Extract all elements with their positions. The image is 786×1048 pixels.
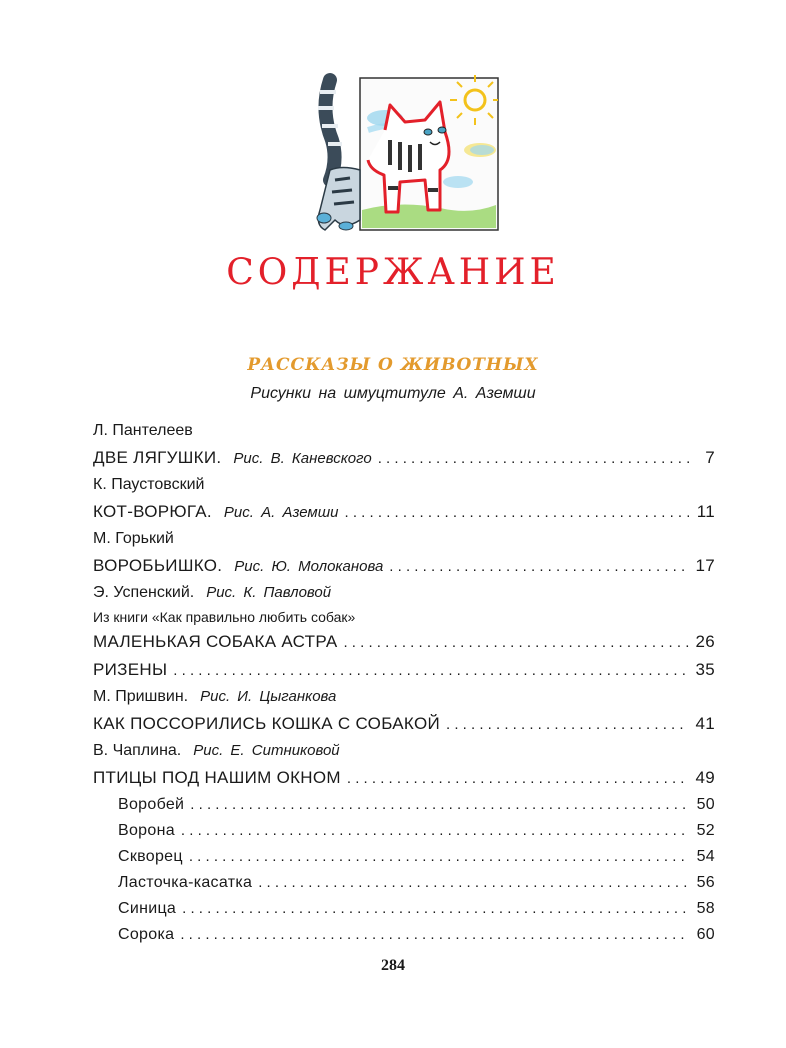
entry-title: КОТ-ВОРЮГА.	[93, 502, 212, 521]
subentry-title: Сорока	[118, 926, 175, 943]
toc-note: Из книги «Как правильно любить собак»	[93, 609, 356, 625]
toc-subentry[interactable]	[93, 818, 715, 844]
entry-page: 52	[696, 822, 715, 839]
entry-page: 56	[696, 874, 715, 891]
toc-subentry[interactable]	[93, 896, 715, 922]
entry-illustrator: Рис. В. Каневского	[233, 450, 372, 467]
author-illustrator: Рис. И. Цыганкова	[200, 688, 337, 705]
dot-leader	[347, 765, 689, 793]
subentry-title: Ворона	[118, 822, 175, 839]
toc-author: В. Чаплина. Рис. Е. Ситниковой	[93, 738, 715, 764]
toc-subentry[interactable]	[93, 922, 715, 948]
author-illustrator: Рис. Е. Ситниковой	[193, 742, 340, 759]
entry-title: ПТИЦЫ ПОД НАШИМ ОКНОМ	[93, 768, 341, 787]
dot-leader	[446, 711, 689, 739]
section-title: РАССКАЗЫ О ЖИВОТНЫХ	[247, 355, 539, 375]
subentry-title: Синица	[118, 900, 177, 917]
dot-leader	[389, 553, 689, 581]
dot-leader	[189, 844, 689, 870]
toc-author: Л. Пантелеев	[93, 422, 193, 439]
dot-leader	[190, 792, 689, 818]
dot-leader	[173, 657, 689, 685]
table-of-contents	[93, 418, 715, 948]
toc-subentry[interactable]	[93, 792, 715, 818]
entry-page: 58	[696, 900, 715, 917]
dot-leader	[258, 870, 689, 896]
toc-subentry[interactable]	[93, 870, 715, 896]
entry-page: 26	[695, 632, 715, 651]
entry-page: 49	[695, 768, 715, 787]
toc-author: М. Пришвин. Рис. И. Цыганкова	[93, 684, 715, 710]
entry-title: ДВЕ ЛЯГУШКИ.	[93, 448, 222, 467]
toc-entry[interactable]	[93, 710, 715, 738]
entry-page: 54	[696, 848, 715, 865]
entry-illustrator: Рис. Ю. Молоканова	[234, 558, 384, 575]
entry-page: 7	[705, 448, 715, 467]
dot-leader	[180, 922, 689, 948]
toc-entry[interactable]	[93, 628, 715, 656]
dot-leader	[345, 499, 689, 527]
entry-page: 41	[695, 714, 715, 733]
toc-author: М. Горький	[93, 530, 174, 547]
toc-entry[interactable]	[93, 764, 715, 792]
dot-leader	[182, 896, 689, 922]
subentry-title: Воробей	[118, 796, 185, 813]
dot-leader	[343, 629, 689, 657]
author-illustrator: Рис. К. Павловой	[206, 584, 332, 601]
entry-illustrator: Рис. А. Аземши	[223, 504, 339, 521]
entry-title: КАК ПОССОРИЛИСЬ КОШКА С СОБАКОЙ	[93, 714, 440, 733]
entry-page: 17	[695, 556, 715, 575]
entry-title: МАЛЕНЬКАЯ СОБАКА АСТРА	[93, 632, 338, 651]
page-number: 284	[381, 957, 405, 974]
toc-entry[interactable]	[93, 656, 715, 684]
entry-page: 35	[695, 660, 715, 679]
entry-title: ВОРОБЬИШКО.	[93, 556, 223, 575]
subentry-title: Скворец	[118, 848, 183, 865]
page-title: СОДЕРЖАНИЕ	[226, 252, 560, 293]
entry-page: 60	[696, 926, 715, 943]
entry-page: 50	[696, 796, 715, 813]
toc-entry[interactable]	[93, 498, 715, 526]
entry-title: РИЗЕНЫ	[93, 660, 168, 679]
toc-author: К. Паустовский	[93, 476, 205, 493]
toc-subentry[interactable]	[93, 844, 715, 870]
toc-entry[interactable]	[93, 552, 715, 580]
dot-leader	[181, 818, 689, 844]
subentry-title: Ласточка-касатка	[118, 874, 253, 891]
dot-leader	[378, 445, 689, 473]
entry-page: 11	[696, 502, 715, 521]
toc-entry[interactable]	[93, 444, 715, 472]
cat-drawing-icon	[290, 70, 510, 240]
toc-author: Э. Успенский. Рис. К. Павловой	[93, 580, 715, 606]
section-subtitle: Рисунки на шмуцтитуле А. Аземши	[250, 385, 536, 402]
